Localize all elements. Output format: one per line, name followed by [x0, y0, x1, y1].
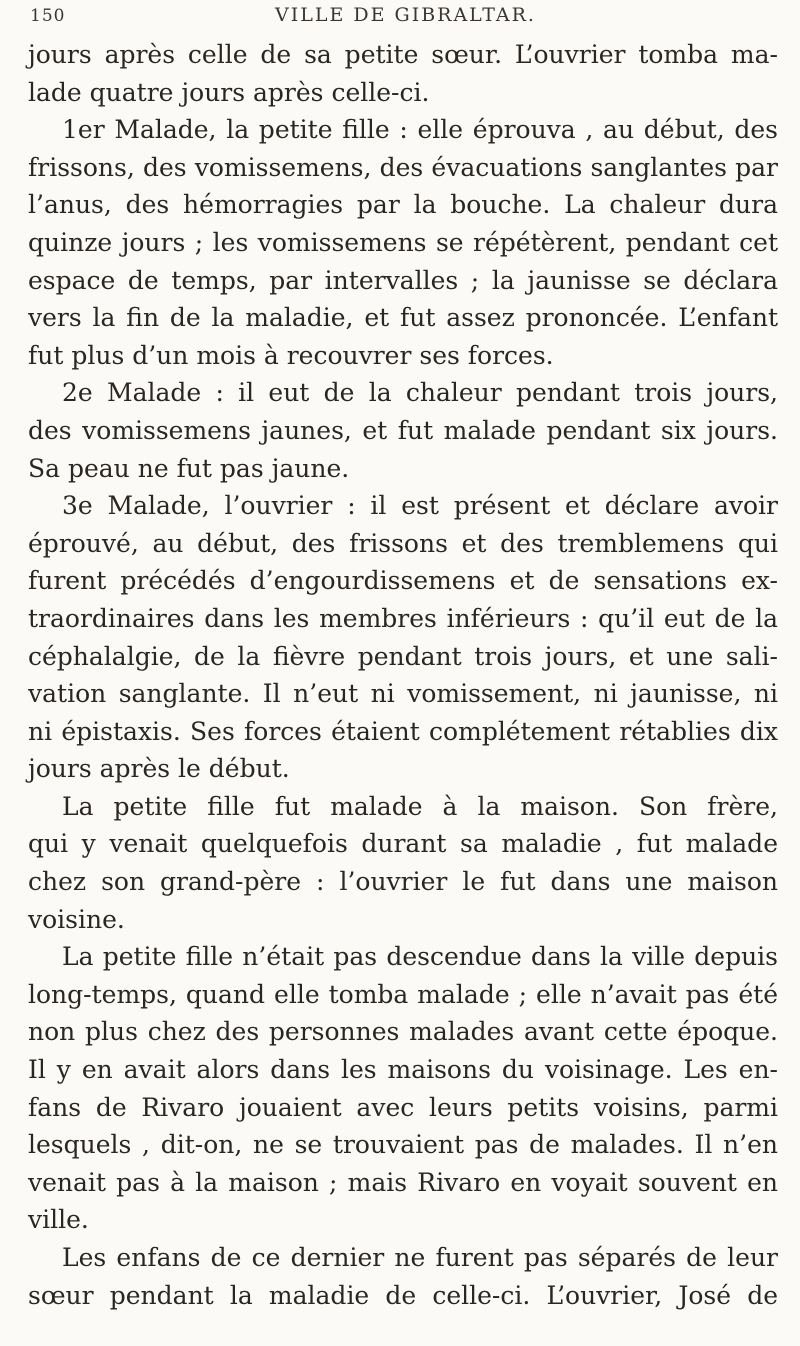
text-line: Sa peau ne fut pas jaune.: [28, 453, 350, 483]
text-line: vers la fin de la maladie, et fut assez prononcée. L’enfant: [28, 303, 778, 333]
text-line: vation sanglante. Il n’eut ni vomissement, ni jaunisse, ni: [28, 679, 778, 709]
text-line: espace de temps, par intervalles ; la jaunisse se déclara: [28, 265, 778, 295]
text-line: La petite fille fut malade à la maison. Son frère,: [62, 791, 778, 821]
body-text: [28, 36, 778, 1314]
text-line: jours après le début.: [28, 754, 290, 784]
text-line: ni épistaxis. Ses forces étaient complétement rétablies dix: [28, 716, 778, 746]
text-line: ville.: [28, 1205, 89, 1235]
text-line: jours après celle de sa petite sœur. L’ouvrier tomba ma-: [28, 40, 778, 69]
text-line: céphalalgie, de la fièvre pendant trois jours, et une sali-: [28, 641, 778, 671]
text-line: 3e Malade, l’ouvrier : il est présent et déclare avoir: [62, 491, 778, 521]
text-line: traordinaires dans les membres inférieurs : qu’il eut de la: [28, 603, 778, 633]
text-line: quinze jours ; les vomissemens se répétèrent, pendant cet: [28, 227, 778, 257]
text-line: non plus chez des personnes malades avant cette époque.: [28, 1017, 778, 1047]
text-line: voisine.: [28, 904, 125, 934]
text-line: long-temps, quand elle tomba malade ; elle n’avait pas été: [28, 979, 778, 1009]
running-head: [0, 0, 800, 28]
text-line: chez son grand-père : l’ouvrier le fut dans une maison: [28, 867, 778, 897]
text-line: lade quatre jours après celle-ci.: [28, 77, 430, 107]
text-line: frissons, des vomissemens, des évacuations sanglantes par: [28, 152, 778, 182]
text-line: 1er Malade, la petite fille : elle éprouva , au début, des: [62, 115, 778, 145]
text-line: qui y venait quelquefois durant sa maladie , fut malade: [28, 829, 778, 859]
text-line: Les enfans de ce dernier ne furent pas séparés de leur: [62, 1243, 778, 1272]
text-line: La petite fille n’était pas descendue dans la ville depuis: [62, 942, 778, 972]
text-line: furent précédés d’engourdissemens et de sensations ex-: [28, 566, 778, 596]
text-line: éprouvé, au début, des frissons et des tremblemens qui: [28, 528, 778, 558]
text-line: fans de Rivaro jouaient avec leurs petits voisins, parmi: [28, 1092, 778, 1122]
running-title: VILLE DE GIBRALTAR.: [275, 4, 536, 26]
text-line: fut plus d’un mois à recouvrer ses forces.: [28, 340, 554, 370]
text-line: l’anus, des hémorragies par la bouche. La chaleur dura: [28, 190, 778, 220]
text-line: venait pas à la maison ; mais Rivaro en voyait souvent en: [28, 1167, 778, 1197]
text-line: 2e Malade : il eut de la chaleur pendant trois jours,: [62, 378, 778, 408]
text-line: lesquels , dit-on, ne se trouvaient pas de malades. Il n’en: [28, 1130, 778, 1160]
text-line: Il y en avait alors dans les maisons du voisinage. Les en-: [28, 1055, 778, 1085]
text-line: des vomissemens jaunes, et fut malade pendant six jours.: [28, 415, 778, 445]
text-line: sœur pendant la maladie de celle-ci. L’ouvrier, José de: [28, 1280, 778, 1310]
page-number: 150: [30, 6, 66, 26]
